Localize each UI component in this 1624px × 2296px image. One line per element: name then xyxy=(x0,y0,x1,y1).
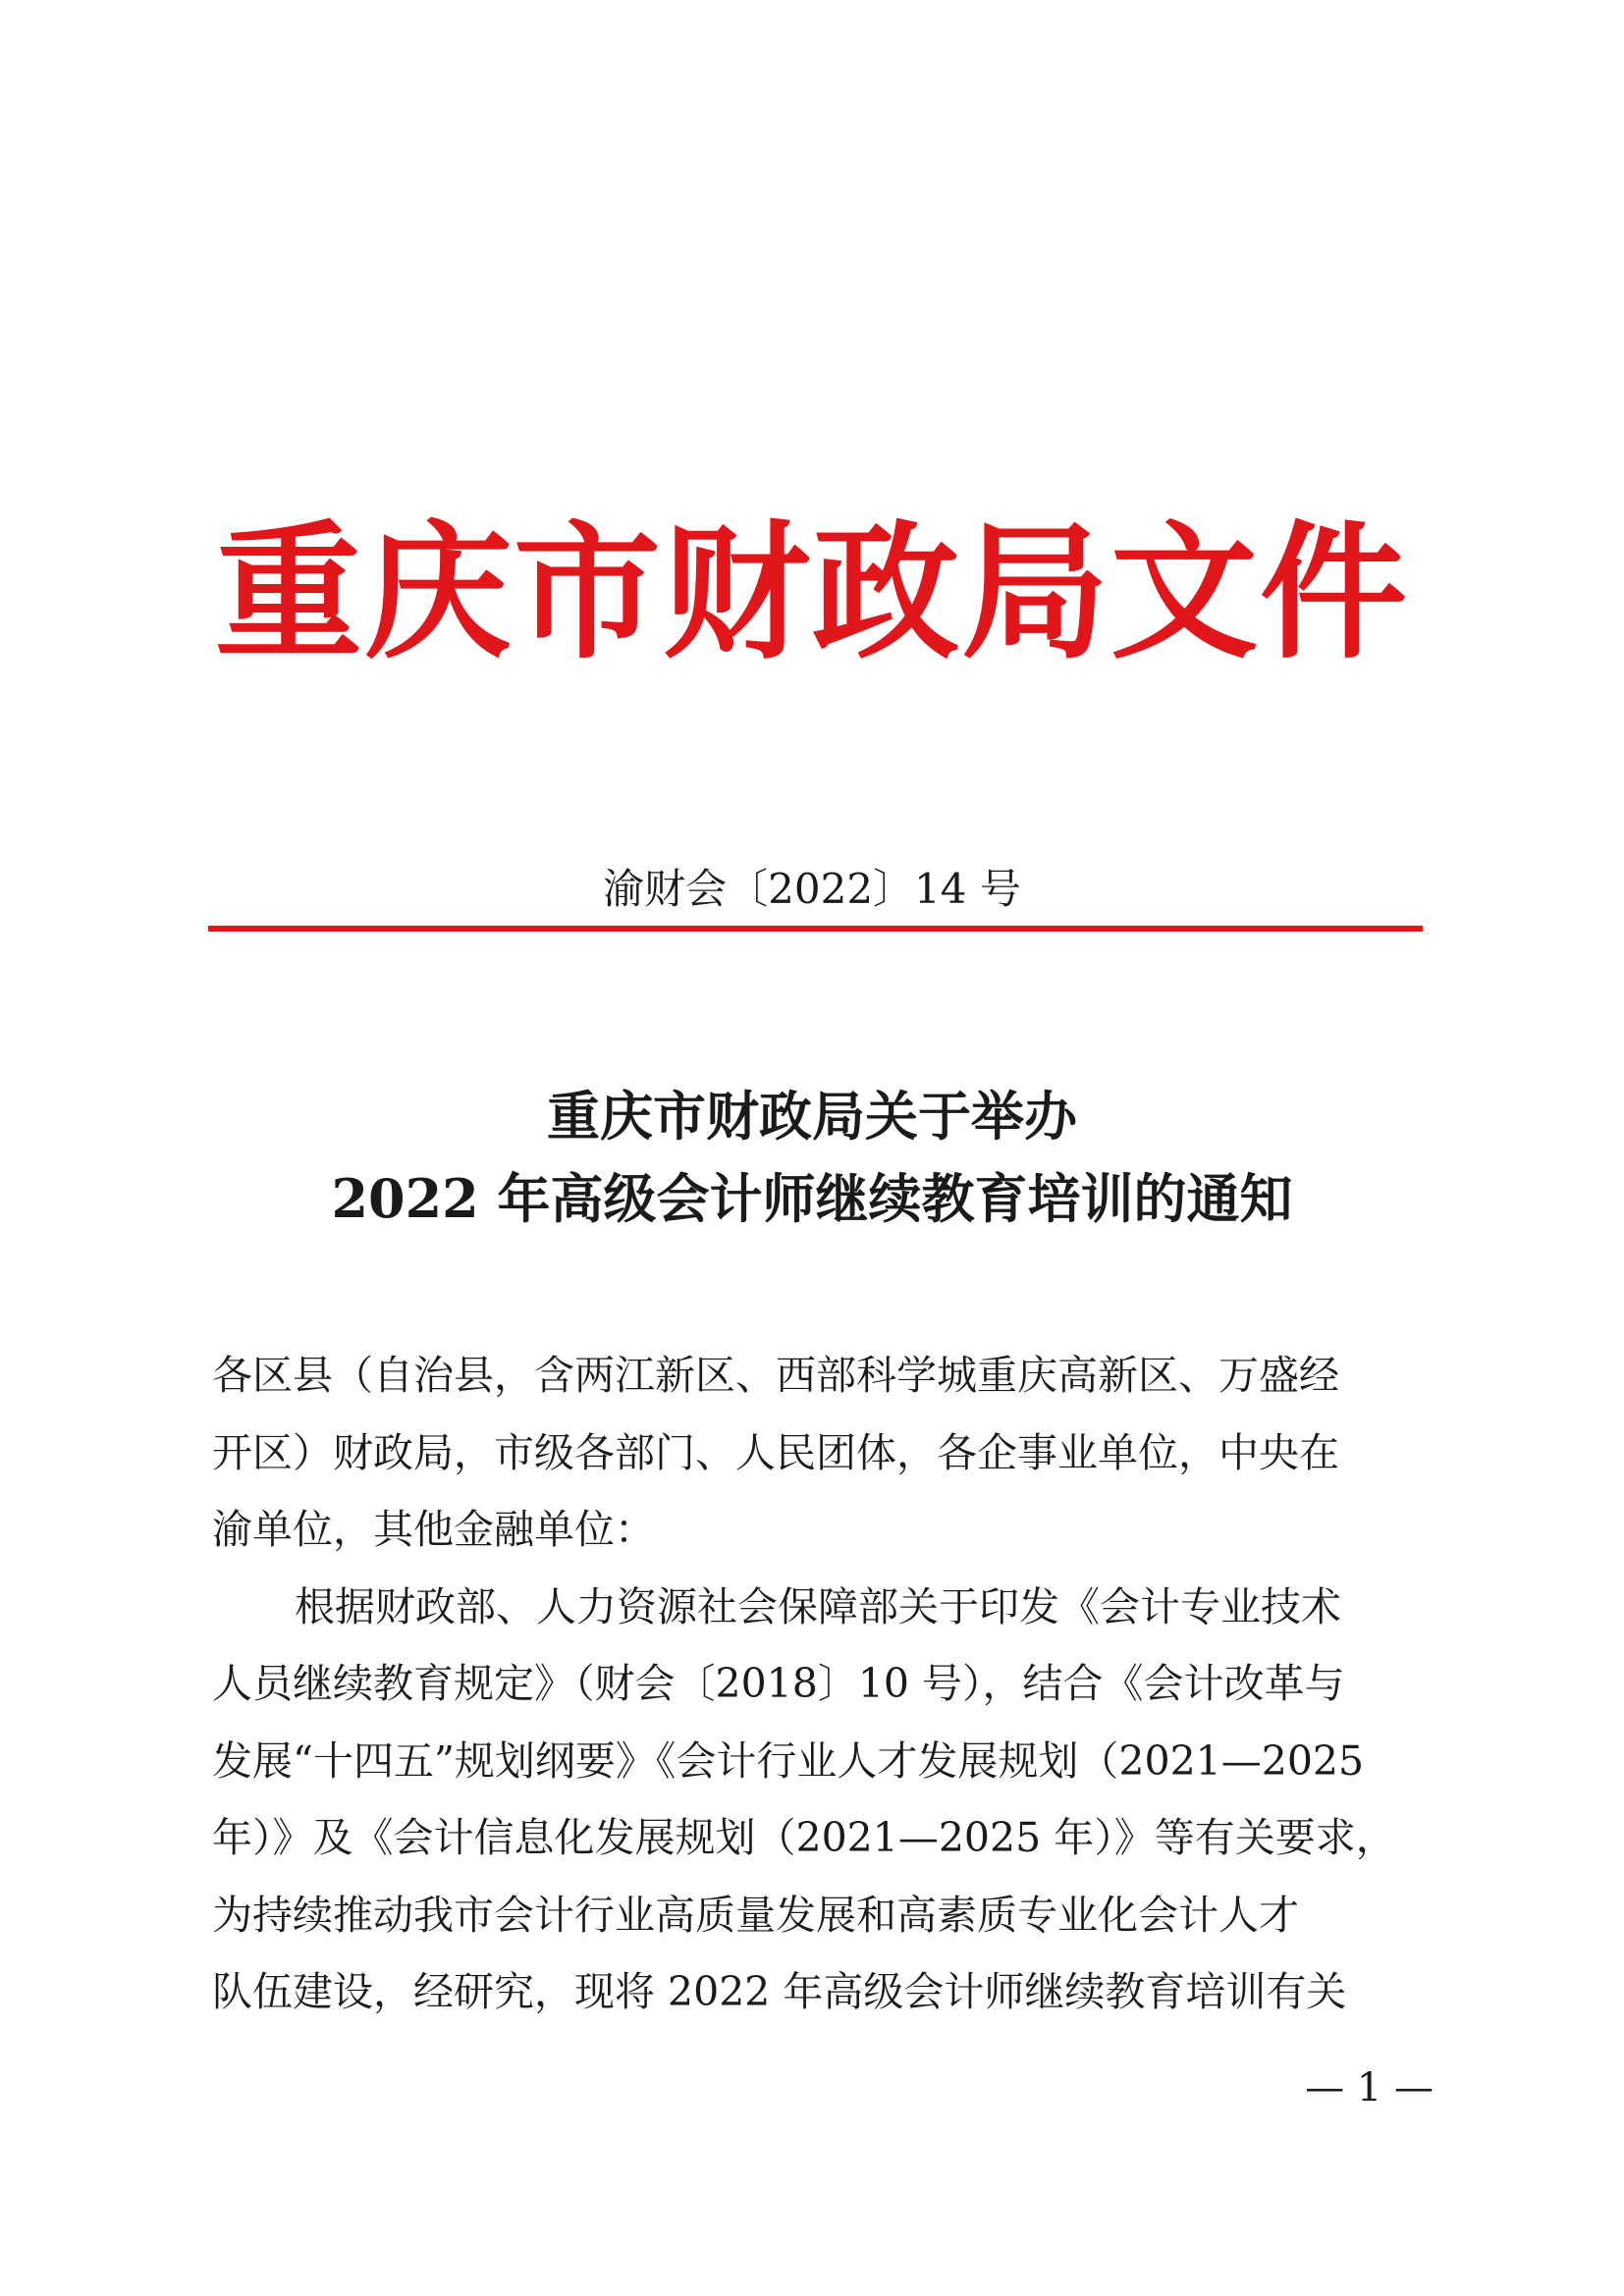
body-line: 渝单位，其他金融单位： xyxy=(212,1506,655,1553)
body-line: 人员继续教育规定》（财会〔2018〕10 号），结合《会计改革与 xyxy=(212,1660,1345,1707)
page-number: — 1 — xyxy=(1305,2065,1434,2110)
body-line: 开区）财政局，市级各部门、人民团体，各企事业单位，中央在 xyxy=(212,1428,1339,1476)
red-divider-line xyxy=(208,926,1423,932)
document-body xyxy=(212,1337,1422,2031)
title-line-1: 重庆市财政局关于举办 xyxy=(547,1085,1077,1148)
document-number: 渝财会〔2022〕14 号 xyxy=(603,865,1021,913)
document-title xyxy=(0,1075,1624,1240)
body-line: 根据财政部、人力资源社会保障部关于印发《会计专业技术 xyxy=(295,1582,1341,1630)
issuing-authority-header: 重庆市财政局文件 xyxy=(214,508,1409,679)
body-line: 为持续推动我市会计行业高质量发展和高素质专业化会计人才 xyxy=(212,1891,1299,1939)
body-line: 各区县（自治县，含两江新区、西部科学城重庆高新区、万盛经 xyxy=(212,1352,1339,1399)
body-line: 队伍建设，经研究，现将 2022 年高级会计师继续教育培训有关 xyxy=(212,1968,1347,2015)
body-line: 发展“十四五”规划纲要》《会计行业人才发展规划（2021—2025 xyxy=(212,1736,1365,1785)
title-line-2: 2022 年高级会计师继续教育培训的通知 xyxy=(331,1167,1293,1230)
body-line: 年）》及《会计信息化发展规划（2021—2025 年）》等有关要求， xyxy=(212,1814,1396,1861)
